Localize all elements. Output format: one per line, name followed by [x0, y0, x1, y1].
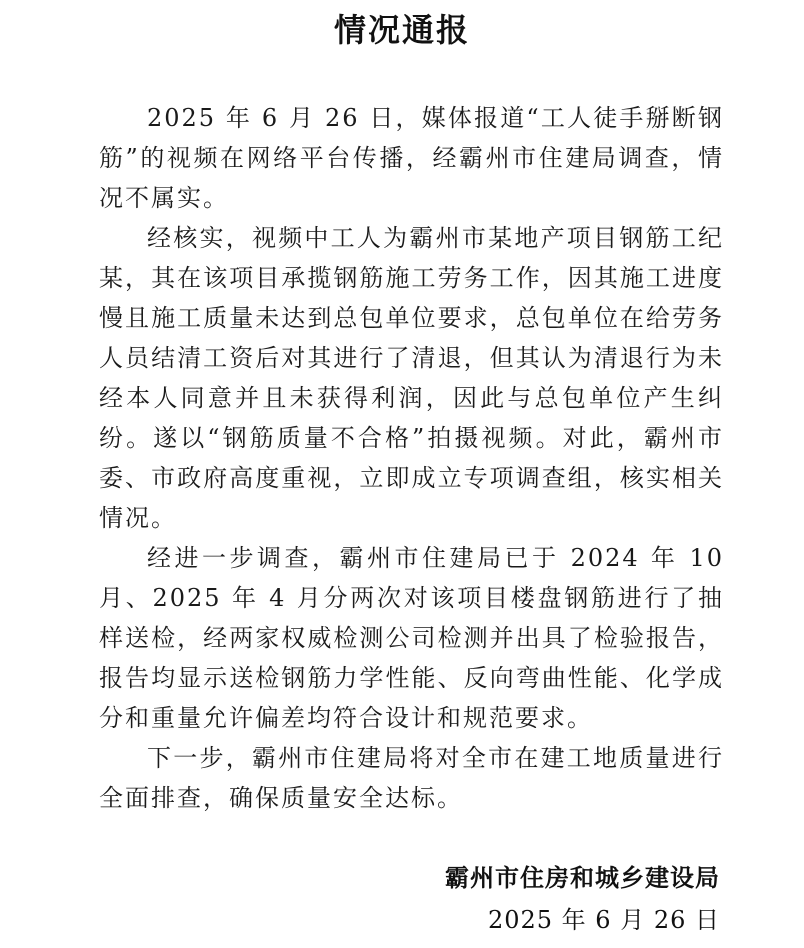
paragraph-1: 2025 年 6 月 26 日，媒体报道“工人徒手掰断钢筋”的视频在网络平台传播，经霸州市住建局调查，情况不属实。: [99, 104, 724, 212]
notice-body: [99, 98, 724, 818]
notice-title: 情况通报: [333, 11, 470, 49]
paragraph-2: 经核实，视频中工人为霸州市某地产项目钢筋工纪某，其在该项目承揽钢筋施工劳务工作，因其施工进度慢且施工质量未达到总包单位要求，总包单位在给劳务人员结清工资后对其进行了清退，但其认为清退行为未经本人同意并且未获得利润，因此与总包单位产生纠纷。遂以“钢筋质量不合格”拍摄视频。对此，霸州市委、市政府高度重视，立即成立专项调查组，核实相关情况。: [99, 224, 724, 532]
paragraph-3: 经进一步调查，霸州市住建局已于 2024 年 10 月、2025 年 4 月分两次对该项目楼盘钢筋进行了抽样送检，经两家权威检测公司检测并出具了检验报告，报告均显示送检钢筋力学性能、反向弯曲性能、化学成分和重量允许偏差均符合设计和规范要求。: [99, 544, 724, 732]
paragraph-4: 下一步，霸州市住建局将对全市在建工地质量进行全面排查，确保质量安全达标。: [99, 744, 724, 812]
signature-date: 2025 年 6 月 26 日: [487, 906, 720, 934]
signature-organization: 霸州市住房和城乡建设局: [445, 863, 720, 892]
